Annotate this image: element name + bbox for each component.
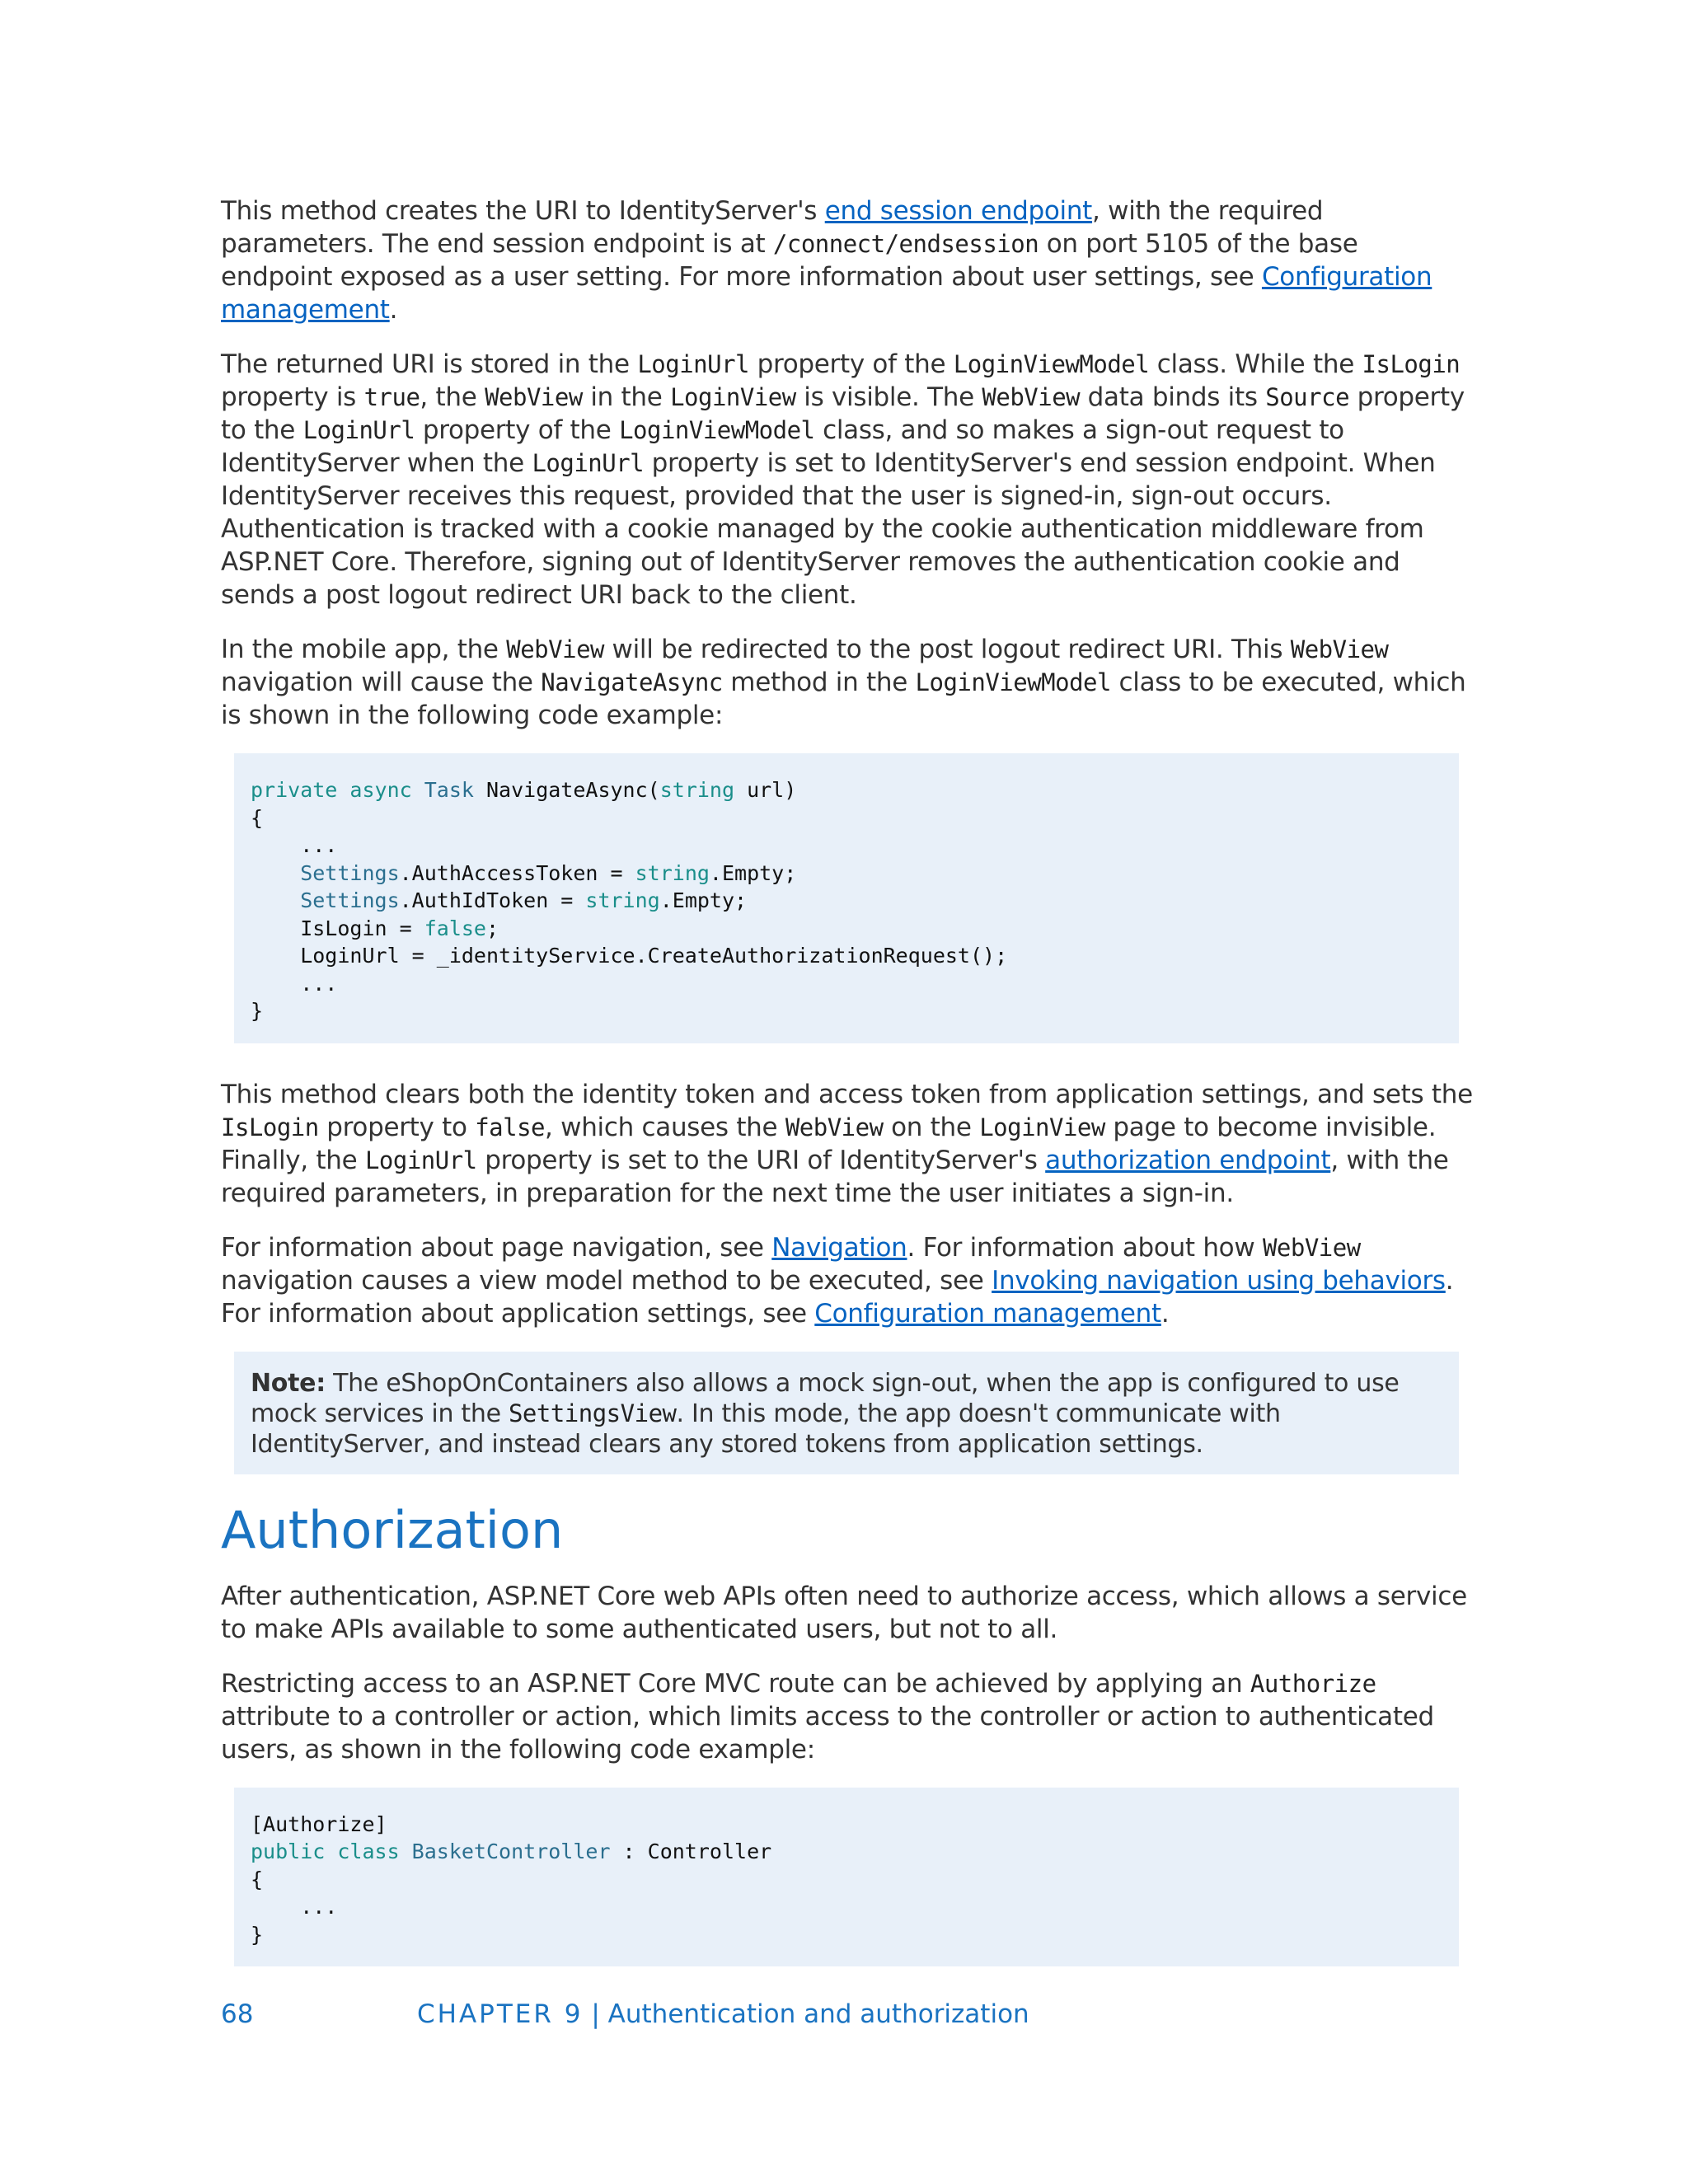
- text-segment: Restricting access to an ASP.NET Core MVC route can be achieved by applying an: [221, 1668, 1250, 1699]
- text-segment: . For information about how: [907, 1232, 1263, 1263]
- inline-code: WebView: [785, 1113, 884, 1141]
- text-segment: This method creates the URI to IdentityServer's: [221, 196, 825, 226]
- inline-code: WebView: [485, 383, 583, 411]
- body-paragraph: [221, 1231, 1474, 1330]
- text-segment: This method clears both the identity token and access token from application settings, and sets the: [221, 1079, 1481, 1109]
- code-block-navigate-async: [234, 753, 1459, 1043]
- text-segment: property is set to the URI of IdentityServer's: [476, 1145, 1046, 1175]
- text-segment: on the: [883, 1112, 980, 1142]
- body-paragraph: [221, 1580, 1474, 1646]
- body-paragraph: [221, 194, 1474, 326]
- inline-code: IsLogin: [1362, 350, 1461, 378]
- text-segment: property is: [221, 349, 1468, 412]
- text-segment: .: [1160, 1298, 1170, 1329]
- text-segment: page to become invisible. Finally, the: [221, 1112, 1444, 1175]
- code-token: NavigateAsync(: [473, 778, 660, 802]
- code-token: : Controller: [610, 1840, 772, 1863]
- inline-code: true: [363, 383, 420, 411]
- code-line: [251, 1811, 1442, 1839]
- text-segment: property is set to IdentityServer's end session endpoint. When IdentityServer receives this request, provided that the user is signed-in, sign-out occurs. Authentication is tracked with a cookie managed by the cookie authentication middleware from ASP.NET Core. Therefore, signing out of IdentityServer removes the authentication cookie and sends a post logout redirect URI back to the client.: [221, 448, 1444, 610]
- text-segment: class, and so makes a sign-out request to IdentityServer when the: [221, 415, 1353, 478]
- hyperlink[interactable]: Configuration management: [221, 262, 1432, 325]
- note-label: Note:: [251, 1368, 326, 1398]
- code-token: .Empty;: [659, 888, 748, 912]
- code-token: .AuthAccessToken =: [399, 860, 635, 885]
- inline-code: WebView: [506, 635, 604, 663]
- inline-code: LoginUrl: [302, 416, 415, 444]
- code-token: string: [635, 860, 710, 885]
- code-line: [251, 1838, 1442, 1866]
- code-token: ;: [485, 916, 499, 940]
- text-segment: . In this mode, the app doesn't communicate with IdentityServer, and instead clears any stored tokens from application settings.: [251, 1399, 1281, 1459]
- code-token: {: [251, 1867, 264, 1891]
- code-token: .AuthIdToken =: [399, 888, 586, 912]
- text-segment: After authentication, ASP.NET Core web APIs often need to authorize access, which allows a service to make APIs available to some authenticated users, but not to all.: [221, 1581, 1475, 1644]
- text-segment: on port 5105 of the base endpoint exposed as a user setting. For more information about user settings, see: [221, 229, 1367, 292]
- code-token: ...: [251, 971, 338, 996]
- code-token: .Empty;: [709, 860, 797, 885]
- inline-code: WebView: [982, 383, 1081, 411]
- inline-code: LoginUrl: [532, 449, 645, 477]
- code-line: [251, 915, 1442, 943]
- paragraph-group-after-code: [221, 1078, 1481, 1330]
- chapter-name: Authentication and authorization: [607, 1999, 1029, 2029]
- code-token: ...: [251, 1895, 338, 1919]
- paragraph-group-authorization: [221, 1580, 1474, 1766]
- inline-code: LoginView: [670, 383, 796, 411]
- code-line: [251, 1893, 1442, 1921]
- code-line: [251, 970, 1442, 998]
- note-text: [251, 1369, 1400, 1459]
- inline-code: NavigateAsync: [541, 668, 723, 696]
- hyperlink[interactable]: end session endpoint: [824, 196, 1093, 226]
- inline-code: LoginUrl: [637, 350, 750, 378]
- text-segment: , the: [420, 382, 485, 412]
- text-segment: The eShopOnContainers also allows a mock sign-out, when the app is configured to use mock services in the: [251, 1368, 1400, 1428]
- text-segment: class. While the: [1149, 349, 1362, 379]
- code-token: private async: [251, 778, 424, 802]
- inline-code: /connect/endsession: [772, 230, 1039, 258]
- body-paragraph: [221, 1078, 1481, 1210]
- code-line: [251, 1921, 1442, 1949]
- inline-code: LoginUrl: [364, 1146, 477, 1174]
- text-segment: property to the: [221, 382, 1473, 445]
- code-token: url): [734, 778, 797, 802]
- text-segment: attribute to a controller or action, which limits access to the controller or action to authenticated users, as shown in the following code example:: [221, 1668, 1442, 1765]
- code-line: [251, 997, 1442, 1025]
- code-token: Settings: [251, 888, 400, 912]
- text-segment: In the mobile app, the: [221, 635, 507, 664]
- code-token: Settings: [251, 860, 400, 885]
- code-token: string: [585, 888, 660, 912]
- chapter-label: CHAPTER 9: [417, 1999, 584, 2029]
- code-line: [251, 887, 1442, 915]
- text-segment: data binds its: [1080, 382, 1266, 412]
- inline-code: WebView: [1290, 635, 1389, 663]
- code-token: Task: [424, 778, 474, 802]
- code-line: [251, 1866, 1442, 1894]
- code-line: [251, 942, 1442, 970]
- text-segment: , which causes the: [545, 1112, 785, 1142]
- text-segment: The returned URI is stored in the: [221, 349, 638, 379]
- page-number: 68: [221, 1999, 254, 2029]
- hyperlink[interactable]: Navigation: [771, 1232, 907, 1263]
- inline-code: LoginViewModel: [953, 350, 1150, 378]
- code-token: string: [659, 778, 735, 802]
- body-paragraph: [221, 633, 1474, 732]
- inline-code: Source: [1265, 383, 1350, 411]
- hyperlink[interactable]: authorization endpoint: [1045, 1145, 1331, 1175]
- inline-code: WebView: [1262, 1233, 1361, 1262]
- chapter-separator: |: [591, 1999, 600, 2029]
- text-segment: .: [389, 295, 398, 325]
- inline-code: false: [475, 1113, 546, 1141]
- body-paragraph: [221, 348, 1474, 612]
- text-segment: , with the required parameters, in preparation for the next time the user initiates a sign-in.: [221, 1145, 1457, 1208]
- code-token: false: [424, 916, 486, 940]
- text-segment: For information about page navigation, see: [221, 1232, 772, 1263]
- code-token: ...: [251, 833, 338, 857]
- code-token: LoginUrl = _identityService.CreateAuthorizationRequest();: [251, 944, 1008, 968]
- text-segment: property of the: [415, 415, 620, 445]
- code-line: [251, 776, 1442, 804]
- text-segment: navigation will cause the: [221, 635, 1397, 697]
- text-segment: will be redirected to the post logout redirect URI. This: [603, 635, 1291, 664]
- code-token: public class: [251, 1840, 412, 1863]
- inline-code: IsLogin: [221, 1113, 319, 1141]
- text-segment: class to be executed, which is shown in the following code example:: [221, 668, 1474, 730]
- hyperlink[interactable]: Configuration management: [814, 1298, 1161, 1329]
- text-segment: method in the: [722, 668, 916, 697]
- page-content: [221, 194, 1481, 2001]
- text-segment: is visible. The: [795, 382, 982, 412]
- code-token: [Authorize]: [251, 1811, 387, 1836]
- code-line: [251, 832, 1442, 860]
- code-token: {: [251, 805, 264, 830]
- code-line: [251, 804, 1442, 832]
- body-paragraph: [221, 1667, 1474, 1766]
- code-line: [251, 860, 1442, 888]
- inline-code: Authorize: [1250, 1669, 1376, 1698]
- section-heading-authorization: Authorization: [221, 1499, 564, 1560]
- inline-code: LoginViewModel: [619, 416, 815, 444]
- inline-code: LoginViewModel: [915, 668, 1111, 696]
- text-segment: . For information about application settings, see: [221, 1265, 1461, 1329]
- inline-code: LoginView: [979, 1113, 1105, 1141]
- inline-code: SettingsView: [508, 1399, 677, 1427]
- code-token: BasketController: [411, 1840, 611, 1863]
- hyperlink[interactable]: Invoking navigation using behaviors: [992, 1265, 1446, 1296]
- code-block-basket-controller: [234, 1788, 1459, 1967]
- chapter-title: [417, 1999, 1029, 2029]
- text-segment: , with the required parameters. The end session endpoint is at: [221, 196, 1331, 259]
- code-token: }: [251, 999, 264, 1023]
- text-segment: in the: [582, 382, 671, 412]
- text-segment: property of the: [749, 349, 954, 379]
- text-segment: navigation causes a view model method to be executed, see: [221, 1232, 1369, 1296]
- note-callout: [234, 1352, 1459, 1474]
- text-segment: property to: [318, 1112, 476, 1142]
- code-token: }: [251, 1922, 264, 1947]
- paragraph-group-intro: [221, 194, 1474, 732]
- code-token: IsLogin =: [251, 916, 424, 940]
